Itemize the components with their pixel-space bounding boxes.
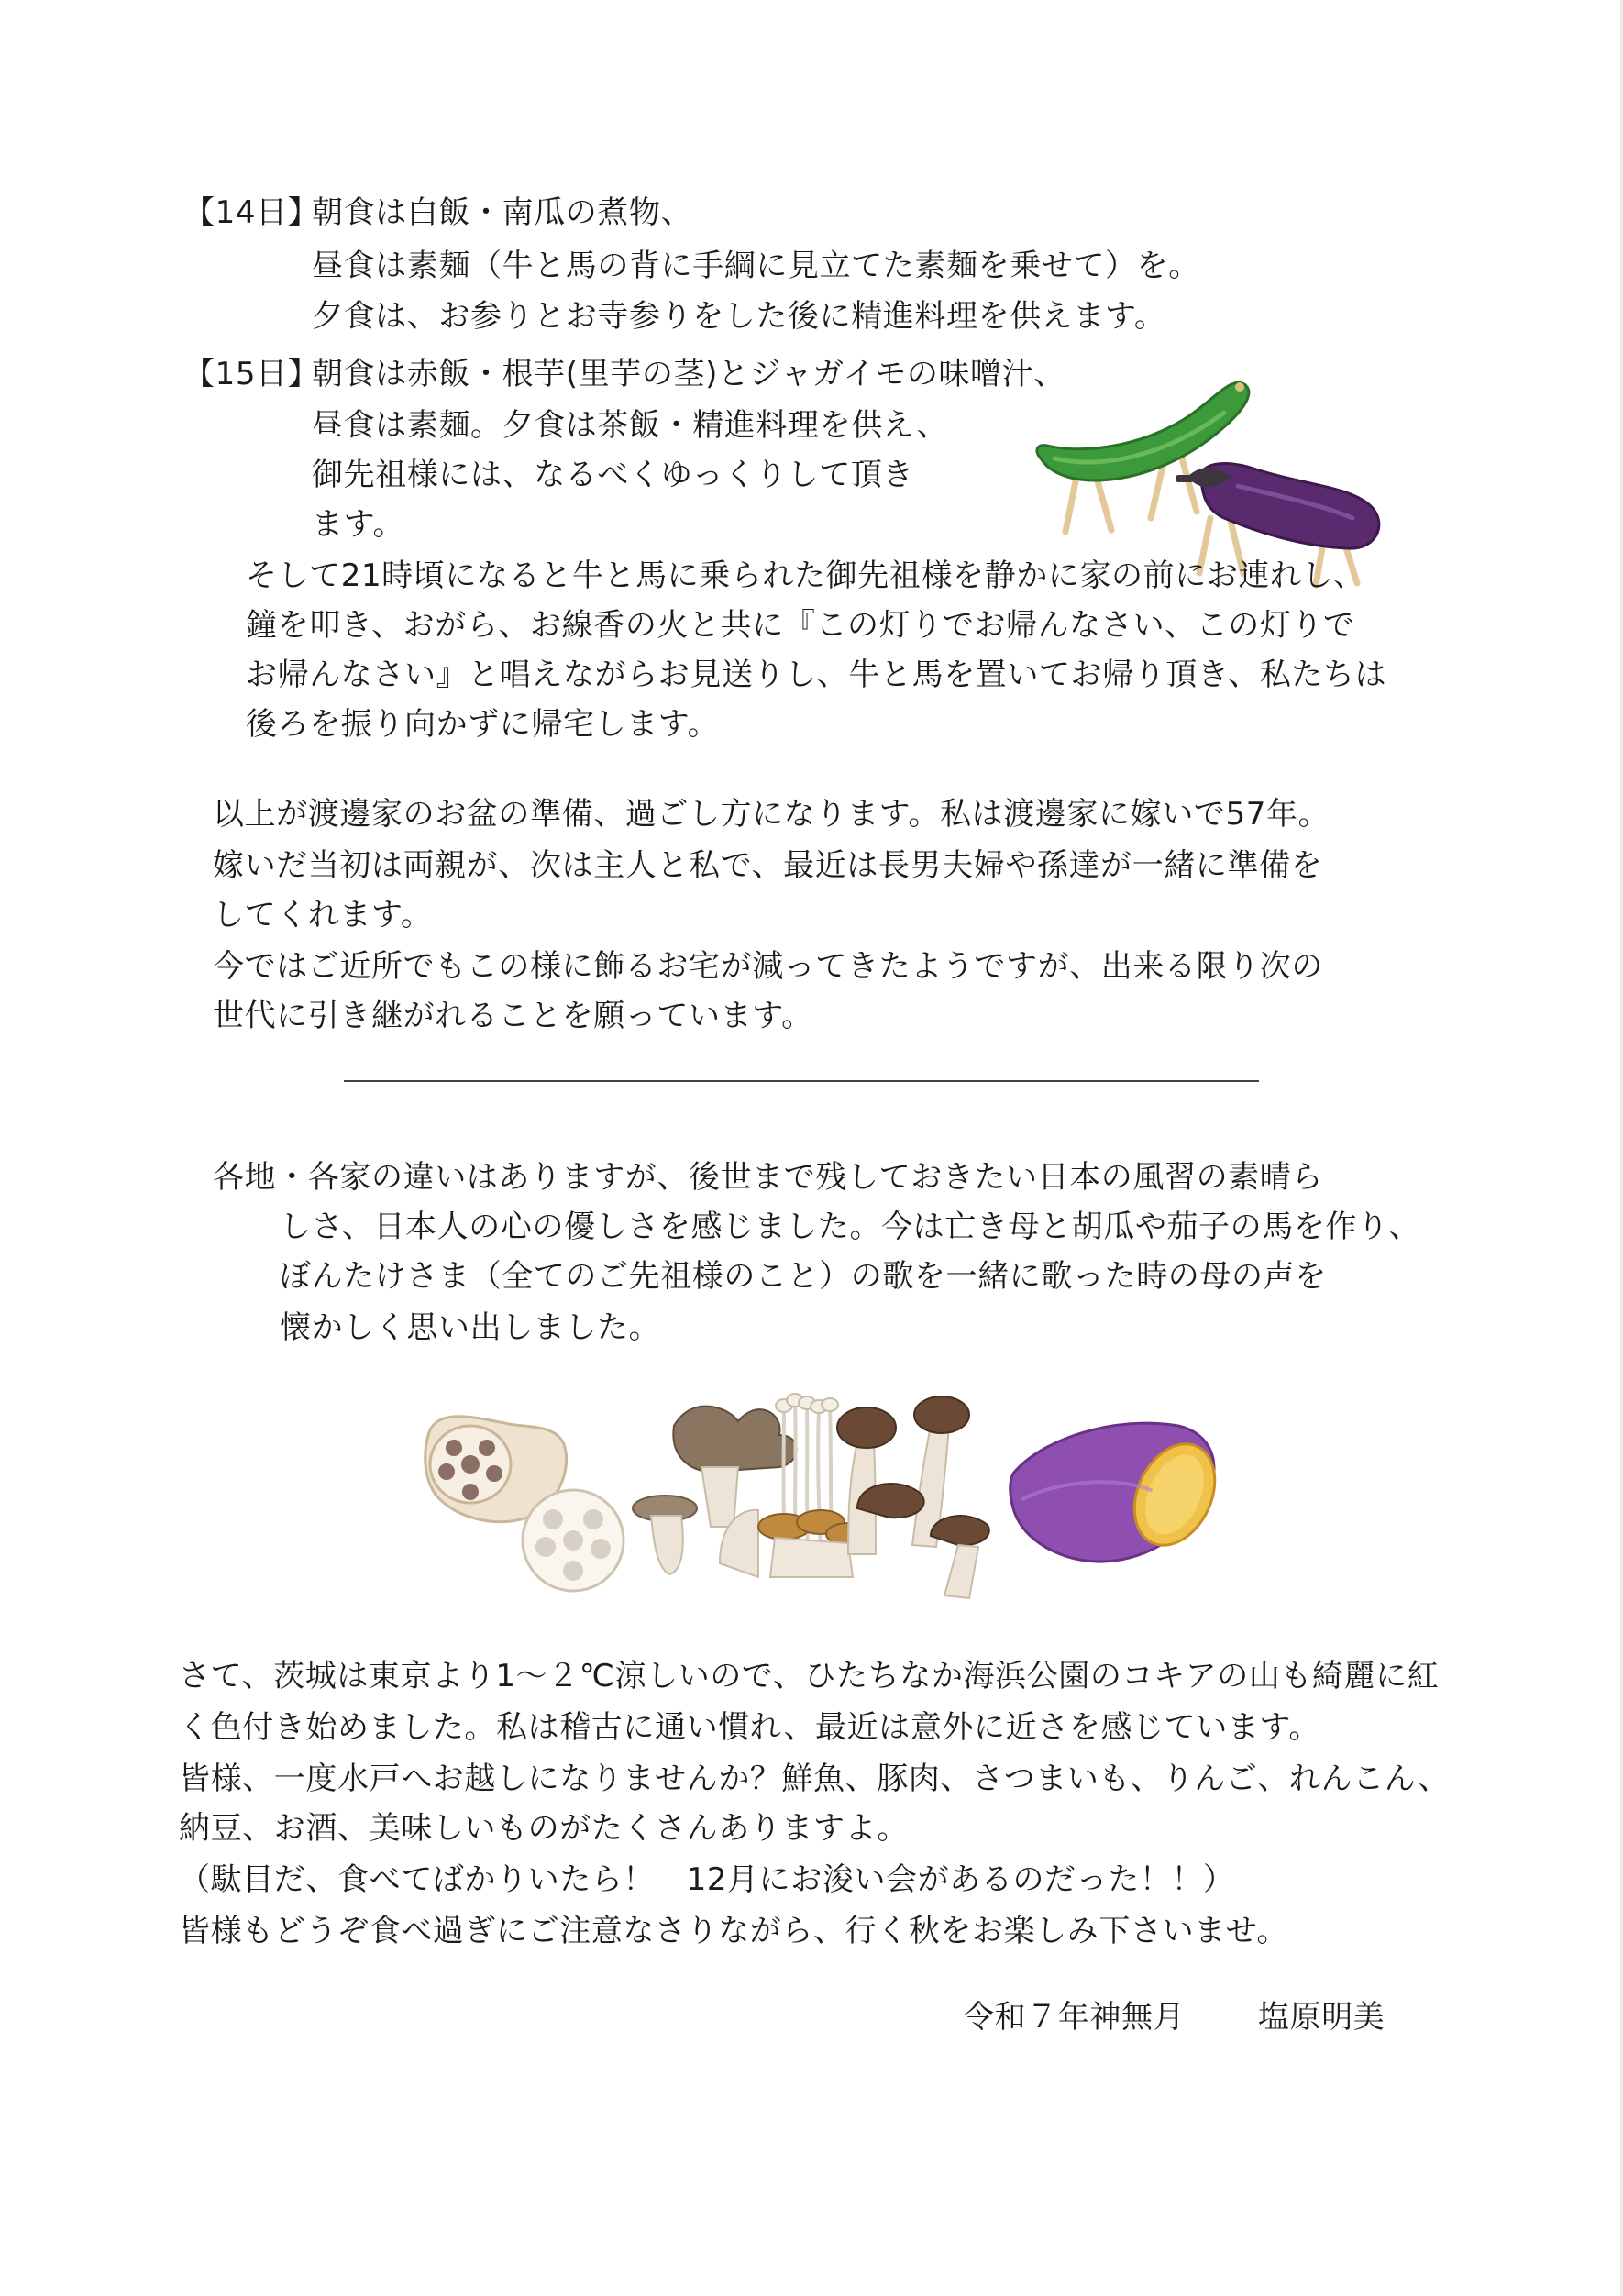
day14-label: 【14日】 [183, 194, 320, 231]
summary-line-5: 世代に引き継がれることを願っています。 [213, 998, 813, 1034]
signature-author: 塩原明美 [1258, 1999, 1386, 2036]
reflection-line-4: 懐かしく思い出しました。 [280, 1309, 661, 1346]
sendoff-line-4: 後ろを振り向かずに帰宅します。 [246, 706, 720, 743]
reflection-line-2: しさ、日本人の心の優しさを感じました。今は亡き母と胡瓜や茄子の馬を作り、 [280, 1209, 1421, 1245]
signature-date: 令和７年神無月 [963, 1999, 1186, 2036]
day14-line-2: 昼食は素麺（牛と馬の背に手綱に見立てた素麺を乗せて）を。 [312, 248, 1200, 284]
closing-line-3: 皆様、一度水戸へお越しになりませんか？鮮魚、豚肉、さつまいも、りんご、れんこん、 [179, 1761, 1451, 1797]
reflection-line-3: ぼんたけさま（全てのご先祖様のこと）の歌を一緒に歌った時の母の声を [280, 1258, 1327, 1295]
lotus-root-icon [425, 1417, 624, 1591]
closing-line-1: さて、茨城は東京より1〜２℃涼しいので、ひたちなか海浜公園のコキアの山も綺麗に紅 [179, 1658, 1440, 1694]
day15-line-2: 昼食は素麺。夕食は茶飯・精進料理を供え、 [312, 407, 949, 444]
vegetables-illustration [417, 1371, 1279, 1605]
day14-line-1: 朝食は白飯・南瓜の煮物、 [312, 194, 693, 231]
shiitake-mushroom-icon [837, 1396, 989, 1598]
eryngii-mushroom-icon [633, 1496, 697, 1574]
closing-line-2: く色付き始めました。私は稽古に通い慣れ、最近は意外に近さを感じています。 [179, 1709, 1320, 1746]
day15-line-1: 朝食は赤飯・根芋(里芋の茎)とジャガイモの味噌汁、 [312, 356, 1065, 392]
sendoff-line-2: 鐘を叩き、おがら、お線香の火と共に『この灯りでお帰んなさい、この灯りで [246, 607, 1355, 644]
closing-line-4: 納豆、お酒、美味しいものがたくさんありますよ。 [179, 1810, 909, 1847]
section-divider [344, 1080, 1259, 1082]
day15-label: 【15日】 [183, 356, 320, 392]
summary-line-3: してくれます。 [213, 897, 433, 933]
summary-line-2: 嫁いだ当初は両親が、次は主人と私で、最近は長男夫婦や孫達が一緒に準備を [213, 847, 1323, 884]
closing-line-6: 皆様もどうぞ食べ過ぎにご注意なさりながら、行く秋をお楽しみ下さいませ。 [179, 1913, 1288, 1949]
day15-line-4: ます。 [312, 506, 405, 543]
sweet-potato-icon [1010, 1423, 1231, 1562]
reflection-line-1: 各地・各家の違いはありますが、後世まで残しておきたい日本の風習の素晴ら [213, 1159, 1323, 1196]
summary-line-1: 以上が渡邊家のお盆の準備、過ごし方になります。私は渡邊家に嫁いで57年。 [213, 796, 1330, 833]
day14-line-3: 夕食は、お参りとお寺参りをした後に精進料理を供えます。 [312, 298, 1166, 335]
day15-line-3: 御先祖様には、なるべくゆっくりして頂き [312, 457, 915, 493]
summary-line-4: 今ではご近所でもこの様に飾るお宅が減ってきたようですが、出来る限り次の [213, 948, 1323, 985]
closing-line-5: （駄目だ、食べてばかりいたら！ 12月にお浚い会があるのだった！！） [179, 1861, 1235, 1898]
sendoff-line-3: お帰んなさい』と唱えながらお見送りし、牛と馬を置いてお帰り頂き、私たちは [246, 657, 1387, 693]
sendoff-line-1: そして21時頃になると牛と馬に乗られた御先祖様を静かに家の前にお連れし、 [246, 557, 1365, 594]
